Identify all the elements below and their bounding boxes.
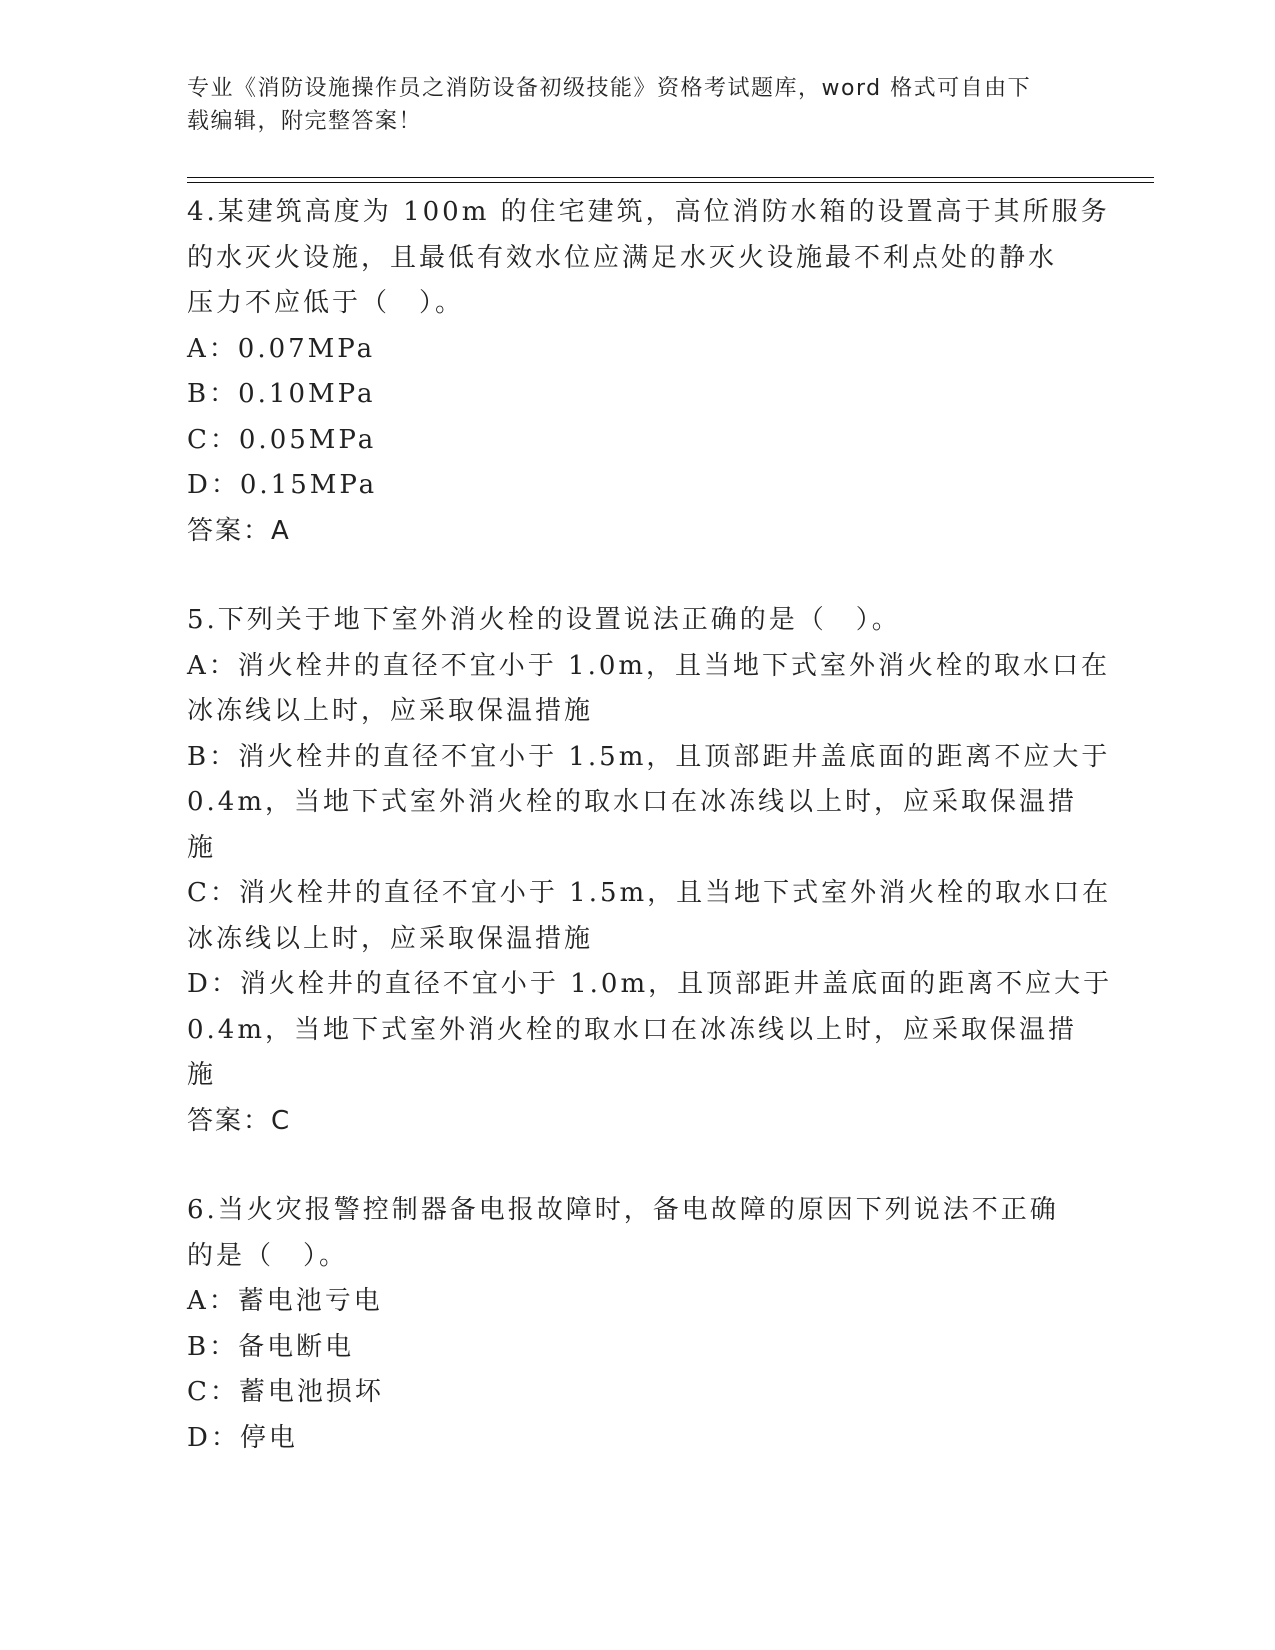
question-stem-line: 6.当火灾报警控制器备电报故障时，备电故障的原因下列说法不正确 [187,1195,1059,1225]
question-spacer [187,554,1087,598]
option-a: A：0.07MPa [187,333,376,364]
option-d: D：停电 [187,1422,298,1453]
option-c: C：蓄电池损坏 [187,1377,384,1407]
option-c: C：消火栓井的直径不宜小于 1.5m，且当地下式室外消火栓的取水口在 [187,878,1112,908]
option-a-continued: 冰冻线以上时，应采取保温措施 [187,696,594,726]
question-stem-line: 的是（ ）。 [187,1240,349,1271]
question-list [187,190,1113,1461]
option-d: D：0.15MPa [187,470,378,500]
document-header [187,72,1067,138]
option-c-continued: 冰冻线以上时，应采取保温措施 [187,923,594,954]
question-stem-line: 的水灭火设施，且最低有效水位应满足水灭火设施最不利点处的静水 [187,242,1058,273]
question-6 [187,1188,1087,1461]
question-5 [187,598,1113,1144]
header-divider-top [187,177,1154,178]
option-b-continued: 0.4m，当地下式室外消火栓的取水口在冰冻线以上时，应采取保温措 [187,787,1078,817]
question-4 [187,190,1110,554]
option-a: A：蓄电池亏电 [187,1286,383,1316]
question-stem-line: 压力不应低于（ ）。 [187,288,465,318]
option-a: A：消火栓井的直径不宜小于 1.0m，且当地下式室外消火栓的取水口在 [187,650,1111,681]
question-stem-line: 5.下列关于地下室外消火栓的设置说法正确的是（ ）。 [187,605,901,635]
option-d-continued: 0.4m，当地下式室外消火栓的取水口在冰冻线以上时，应采取保温措 [187,1014,1078,1045]
header-line-1: 专业《消防设施操作员之消防设备初级技能》资格考试题库，word 格式可自由下 [187,76,1032,101]
answer-line: 答案：C [187,1105,292,1136]
header-line-2: 载编辑，附完整答案！ [187,109,423,134]
option-b: B：备电断电 [187,1331,355,1362]
answer-line: 答案：A [187,515,291,546]
header-divider-bottom [187,182,1154,183]
option-d: D：消火栓井的直径不宜小于 1.0m，且顶部距井盖底面的距离不应大于 [187,969,1113,999]
question-spacer [187,1144,1087,1188]
question-stem-line: 4.某建筑高度为 100m 的住宅建筑，高位消防水箱的设置高于其所服务 [187,197,1110,227]
option-b: B：消火栓井的直径不宜小于 1.5m，且顶部距井盖底面的距离不应大于 [187,741,1111,772]
option-c: C：0.05MPa [187,424,377,455]
option-d-continued: 施 [187,1060,217,1090]
option-b: B：0.10MPa [187,379,376,409]
option-b-continued: 施 [187,832,217,863]
